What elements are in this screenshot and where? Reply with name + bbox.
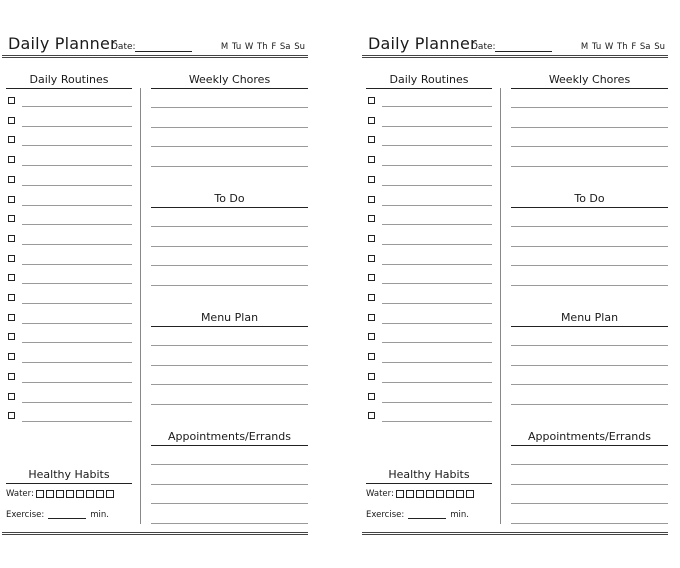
routine-write-line[interactable] bbox=[382, 323, 492, 324]
routine-write-line[interactable] bbox=[22, 244, 132, 245]
section-write-line[interactable] bbox=[151, 464, 308, 465]
exercise-tracker bbox=[366, 510, 469, 520]
water-glass-checkbox[interactable] bbox=[466, 490, 474, 498]
routine-checkbox[interactable] bbox=[8, 353, 15, 360]
routine-write-line[interactable] bbox=[382, 402, 492, 403]
routine-checkbox[interactable] bbox=[368, 294, 375, 301]
routine-row bbox=[2, 273, 134, 285]
routine-row bbox=[2, 411, 134, 423]
section-heading: Menu Plan bbox=[560, 311, 619, 324]
section-heading-line bbox=[151, 326, 308, 327]
water-glass-checkbox[interactable] bbox=[406, 490, 414, 498]
section-heading: Appointments/Errands bbox=[528, 430, 651, 443]
routine-row bbox=[362, 254, 494, 266]
water-glass-checkbox[interactable] bbox=[426, 490, 434, 498]
healthy-habits-heading: Healthy Habits bbox=[388, 468, 470, 481]
routine-row bbox=[362, 195, 494, 207]
routine-write-line[interactable] bbox=[382, 205, 492, 206]
section-write-line[interactable] bbox=[151, 404, 308, 405]
section-write-line[interactable] bbox=[151, 384, 308, 385]
planner-page-left bbox=[2, 0, 311, 568]
routine-row bbox=[362, 234, 494, 246]
routine-row bbox=[2, 332, 134, 344]
section-heading-line bbox=[151, 207, 308, 208]
routine-row bbox=[362, 116, 494, 128]
section-heading: Appointments/Errands bbox=[168, 430, 291, 443]
routine-row bbox=[2, 234, 134, 246]
footer-divider bbox=[2, 532, 308, 535]
routine-write-line[interactable] bbox=[382, 106, 492, 107]
routine-write-line[interactable] bbox=[382, 362, 492, 363]
routine-checkbox[interactable] bbox=[8, 333, 15, 340]
routine-checkbox[interactable] bbox=[8, 136, 15, 143]
routine-checkbox[interactable] bbox=[8, 255, 15, 262]
routine-checkbox[interactable] bbox=[368, 373, 375, 380]
section-write-line[interactable] bbox=[511, 484, 668, 485]
header-divider bbox=[2, 55, 308, 58]
routine-checkbox[interactable] bbox=[368, 393, 375, 400]
water-glass-checkbox[interactable] bbox=[36, 490, 44, 498]
section-write-line[interactable] bbox=[511, 285, 668, 286]
section-write-line[interactable] bbox=[151, 365, 308, 366]
routine-row bbox=[2, 352, 134, 364]
page-title: Daily Planner bbox=[368, 34, 477, 53]
routine-write-line[interactable] bbox=[22, 323, 132, 324]
routine-checkbox[interactable] bbox=[8, 156, 15, 163]
section-write-line[interactable] bbox=[511, 226, 668, 227]
routine-write-line[interactable] bbox=[22, 224, 132, 225]
water-glass-checkbox[interactable] bbox=[56, 490, 64, 498]
routine-write-line[interactable] bbox=[22, 402, 132, 403]
exercise-tracker bbox=[6, 510, 109, 520]
planner-page-right bbox=[362, 0, 671, 568]
routine-row bbox=[2, 372, 134, 384]
water-glass-checkbox[interactable] bbox=[446, 490, 454, 498]
routine-checkbox[interactable] bbox=[368, 97, 375, 104]
routines-heading: Daily Routines bbox=[389, 73, 469, 86]
routine-checkbox[interactable] bbox=[368, 215, 375, 222]
exercise-unit: min. bbox=[450, 510, 469, 520]
water-glass-checkbox[interactable] bbox=[416, 490, 424, 498]
routine-checkbox[interactable] bbox=[368, 333, 375, 340]
routine-row bbox=[362, 313, 494, 325]
routine-checkbox[interactable] bbox=[8, 235, 15, 242]
routine-checkbox[interactable] bbox=[8, 274, 15, 281]
routine-checkbox[interactable] bbox=[8, 196, 15, 203]
routine-row bbox=[362, 372, 494, 384]
routine-write-line[interactable] bbox=[22, 126, 132, 127]
water-glass-checkbox[interactable] bbox=[46, 490, 54, 498]
routine-row bbox=[2, 155, 134, 167]
section-heading: Weekly Chores bbox=[188, 73, 271, 86]
routine-row bbox=[2, 313, 134, 325]
routine-checkbox[interactable] bbox=[368, 255, 375, 262]
section-write-line[interactable] bbox=[151, 345, 308, 346]
routine-checkbox[interactable] bbox=[8, 393, 15, 400]
routine-write-line[interactable] bbox=[382, 303, 492, 304]
routine-row bbox=[2, 175, 134, 187]
section-write-line[interactable] bbox=[151, 107, 308, 108]
section-write-line[interactable] bbox=[511, 345, 668, 346]
section-write-line[interactable] bbox=[151, 127, 308, 128]
routine-checkbox[interactable] bbox=[368, 235, 375, 242]
weekday-selector[interactable]: M Tu W Th F Sa Su bbox=[580, 42, 665, 52]
routine-write-line[interactable] bbox=[22, 145, 132, 146]
exercise-minutes-field[interactable] bbox=[408, 518, 446, 519]
routine-row bbox=[362, 135, 494, 147]
routine-checkbox[interactable] bbox=[8, 314, 15, 321]
footer-divider bbox=[362, 532, 668, 535]
routines-heading: Daily Routines bbox=[29, 73, 109, 86]
section-heading: Weekly Chores bbox=[548, 73, 631, 86]
section-write-line[interactable] bbox=[151, 265, 308, 266]
water-glass-checkbox[interactable] bbox=[76, 490, 84, 498]
routine-write-line[interactable] bbox=[382, 382, 492, 383]
routine-row bbox=[362, 332, 494, 344]
routine-write-line[interactable] bbox=[22, 205, 132, 206]
section-write-line[interactable] bbox=[151, 246, 308, 247]
water-glass-checkbox[interactable] bbox=[436, 490, 444, 498]
section-write-line[interactable] bbox=[151, 166, 308, 167]
section-heading-line bbox=[511, 88, 668, 89]
water-glass-checkbox[interactable] bbox=[106, 490, 114, 498]
routine-row bbox=[2, 135, 134, 147]
routine-row bbox=[362, 411, 494, 423]
routine-checkbox[interactable] bbox=[368, 176, 375, 183]
section-write-line[interactable] bbox=[151, 503, 308, 504]
routine-write-line[interactable] bbox=[22, 342, 132, 343]
section-write-line[interactable] bbox=[151, 285, 308, 286]
water-glass-checkbox[interactable] bbox=[66, 490, 74, 498]
water-tracker bbox=[6, 489, 114, 499]
routine-row bbox=[2, 116, 134, 128]
routine-row bbox=[362, 352, 494, 364]
section-heading-line bbox=[511, 445, 668, 446]
routine-write-line[interactable] bbox=[22, 303, 132, 304]
water-label: Water: bbox=[366, 489, 394, 499]
section-write-line[interactable] bbox=[511, 166, 668, 167]
routine-checkbox[interactable] bbox=[368, 136, 375, 143]
water-glass-checkbox[interactable] bbox=[96, 490, 104, 498]
routine-checkbox[interactable] bbox=[8, 215, 15, 222]
routine-checkbox[interactable] bbox=[8, 176, 15, 183]
routine-write-line[interactable] bbox=[22, 106, 132, 107]
section-write-line[interactable] bbox=[511, 365, 668, 366]
section-write-line[interactable] bbox=[511, 404, 668, 405]
routine-row bbox=[2, 195, 134, 207]
routine-checkbox[interactable] bbox=[8, 373, 15, 380]
header-divider bbox=[362, 55, 668, 58]
routine-checkbox[interactable] bbox=[368, 314, 375, 321]
section-heading: Menu Plan bbox=[200, 311, 259, 324]
routine-write-line[interactable] bbox=[382, 126, 492, 127]
routine-write-line[interactable] bbox=[382, 342, 492, 343]
section-write-line[interactable] bbox=[151, 484, 308, 485]
routine-row bbox=[2, 254, 134, 266]
routine-row bbox=[2, 96, 134, 108]
section-write-line[interactable] bbox=[511, 127, 668, 128]
routine-checkbox[interactable] bbox=[368, 117, 375, 124]
section-write-line[interactable] bbox=[151, 226, 308, 227]
section-write-line[interactable] bbox=[511, 384, 668, 385]
exercise-label: Exercise: bbox=[366, 510, 405, 520]
routine-write-line[interactable] bbox=[382, 165, 492, 166]
section-write-line[interactable] bbox=[151, 146, 308, 147]
section-write-line[interactable] bbox=[511, 265, 668, 266]
routine-row bbox=[362, 175, 494, 187]
routine-write-line[interactable] bbox=[22, 165, 132, 166]
column-divider bbox=[140, 88, 141, 524]
routine-write-line[interactable] bbox=[22, 382, 132, 383]
routines-heading-line bbox=[366, 88, 492, 89]
section-write-line[interactable] bbox=[511, 107, 668, 108]
routine-row bbox=[362, 214, 494, 226]
section-write-line[interactable] bbox=[511, 503, 668, 504]
section-heading: To Do bbox=[574, 192, 605, 205]
date-field[interactable] bbox=[495, 51, 552, 52]
routine-checkbox[interactable] bbox=[368, 156, 375, 163]
routines-heading-line bbox=[6, 88, 132, 89]
routine-write-line[interactable] bbox=[22, 264, 132, 265]
routine-row bbox=[362, 273, 494, 285]
routine-write-line[interactable] bbox=[22, 185, 132, 186]
routine-checkbox[interactable] bbox=[368, 353, 375, 360]
routine-write-line[interactable] bbox=[382, 224, 492, 225]
routine-write-line[interactable] bbox=[22, 283, 132, 284]
healthy-habits-line bbox=[6, 483, 132, 484]
date-field[interactable] bbox=[135, 51, 192, 52]
routine-row bbox=[2, 214, 134, 226]
date-label: Date: bbox=[111, 42, 136, 52]
healthy-habits-line bbox=[366, 483, 492, 484]
routine-checkbox[interactable] bbox=[8, 97, 15, 104]
routine-row bbox=[362, 392, 494, 404]
section-heading-line bbox=[151, 88, 308, 89]
routine-row bbox=[2, 293, 134, 305]
routine-checkbox[interactable] bbox=[8, 117, 15, 124]
routine-row bbox=[362, 293, 494, 305]
routine-checkbox[interactable] bbox=[368, 274, 375, 281]
section-heading-line bbox=[151, 445, 308, 446]
section-write-line[interactable] bbox=[511, 464, 668, 465]
section-heading-line bbox=[511, 326, 668, 327]
section-write-line[interactable] bbox=[151, 523, 308, 524]
routine-write-line[interactable] bbox=[22, 362, 132, 363]
routine-write-line[interactable] bbox=[382, 264, 492, 265]
date-label: Date: bbox=[471, 42, 496, 52]
routine-checkbox[interactable] bbox=[368, 412, 375, 419]
water-glass-checkbox[interactable] bbox=[456, 490, 464, 498]
routine-write-line[interactable] bbox=[382, 421, 492, 422]
routine-checkbox[interactable] bbox=[8, 412, 15, 419]
routine-write-line[interactable] bbox=[382, 283, 492, 284]
section-write-line[interactable] bbox=[511, 246, 668, 247]
healthy-habits-heading: Healthy Habits bbox=[28, 468, 110, 481]
section-heading: To Do bbox=[214, 192, 245, 205]
routine-write-line[interactable] bbox=[382, 244, 492, 245]
routine-row bbox=[2, 392, 134, 404]
section-write-line[interactable] bbox=[511, 523, 668, 524]
water-label: Water: bbox=[6, 489, 34, 499]
routine-write-line[interactable] bbox=[382, 185, 492, 186]
exercise-label: Exercise: bbox=[6, 510, 45, 520]
routine-write-line[interactable] bbox=[382, 145, 492, 146]
routine-write-line[interactable] bbox=[22, 421, 132, 422]
exercise-unit: min. bbox=[90, 510, 109, 520]
water-tracker bbox=[366, 489, 474, 499]
weekday-selector[interactable]: M Tu W Th F Sa Su bbox=[220, 42, 305, 52]
column-divider bbox=[500, 88, 501, 524]
water-glass-checkbox[interactable] bbox=[396, 490, 404, 498]
routine-row bbox=[362, 96, 494, 108]
water-glass-checkbox[interactable] bbox=[86, 490, 94, 498]
routine-checkbox[interactable] bbox=[368, 196, 375, 203]
routine-row bbox=[362, 155, 494, 167]
exercise-minutes-field[interactable] bbox=[48, 518, 86, 519]
section-heading-line bbox=[511, 207, 668, 208]
routine-checkbox[interactable] bbox=[8, 294, 15, 301]
section-write-line[interactable] bbox=[511, 146, 668, 147]
page-title: Daily Planner bbox=[8, 34, 117, 53]
